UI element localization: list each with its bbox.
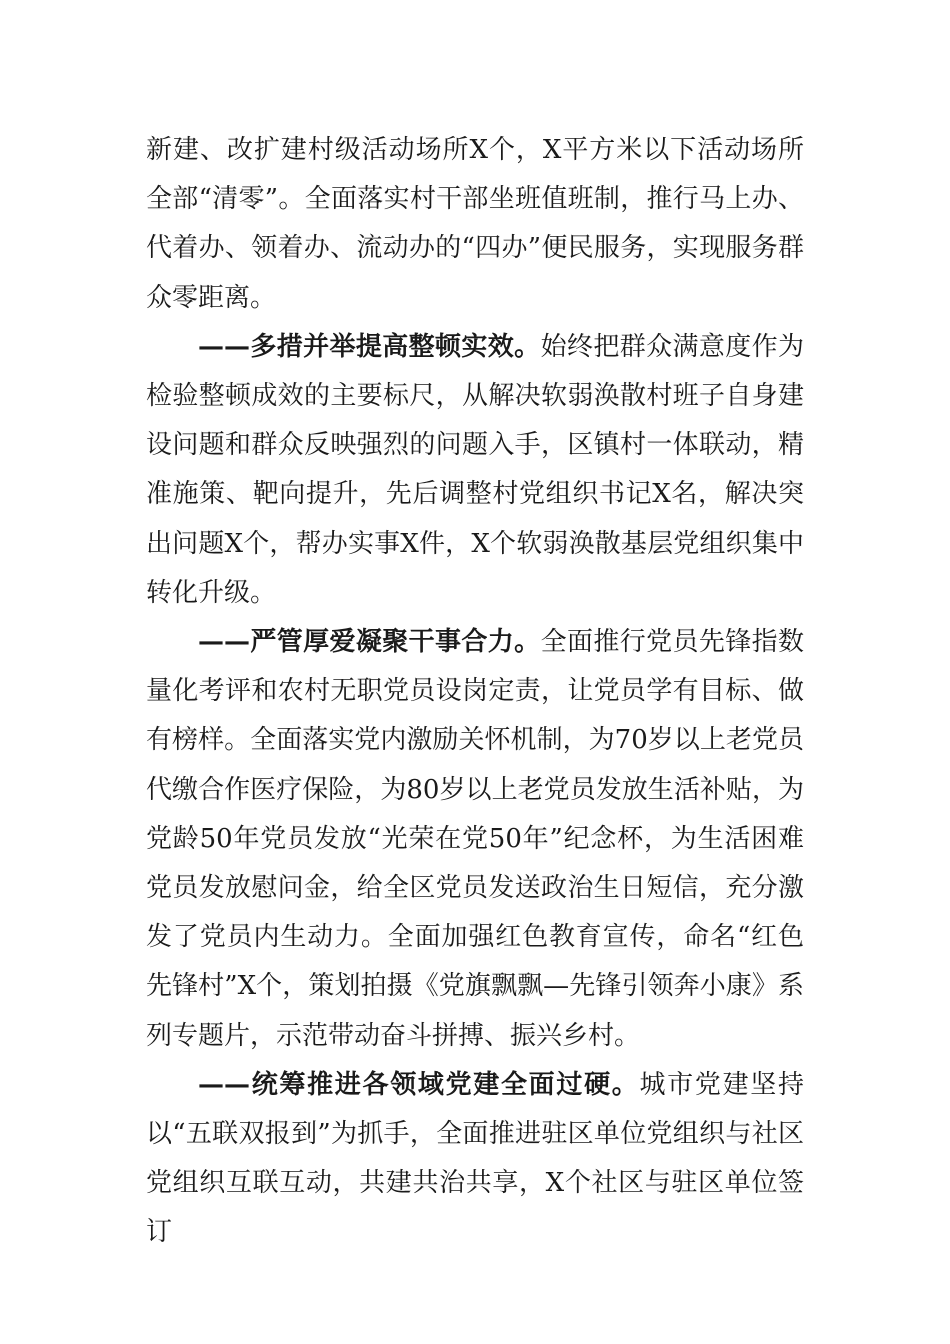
paragraph-1 [146, 126, 804, 323]
paragraph-4 [146, 1061, 804, 1258]
paragraph-3-heading: ——严管厚爱凝聚干事合力。 [198, 627, 541, 658]
paragraph-4-heading: ——统筹推进各领域党建全面过硬。 [198, 1069, 640, 1100]
paragraph-1-text: 新建、改扩建村级活动场所X个，X平方米以下活动场所全部“清零”。全面落实村干部坐班值班制，推行马上办、代着办、领着办、流动办的“四办”便民服务，实现服务群众零距离。 [146, 135, 804, 313]
paragraph-3-text: 全面推行党员先锋指数量化考评和农村无职党员设岗定责，让党员学有目标、做有榜样。全面落实党内激励关怀机制，为70岁以上老党员代缴合作医疗保险，为80岁以上老党员发放生活补贴，为党龄50年党员发放“光荣在党50年”纪念杯，为生活困难党员发放慰问金，给全区党员发送政治生日短信，充分激发了党员内生动力。全面加强红色教育宣传，命名“红色先锋村”X个，策划拍摄《党旗飘飘—先锋引领奔小康》系列专题片，示范带动奋斗拼搏、振兴乡村。 [146, 627, 804, 1051]
document-body [146, 126, 804, 1258]
paragraph-2 [146, 323, 804, 618]
paragraph-4-text: 城市党建坚持以“五联双报到”为抓手，全面推进驻区单位党组织与社区党组织互联互动，共建共治共享，X个社区与驻区单位签订 [146, 1069, 804, 1248]
paragraph-2-text: 始终把群众满意度作为检验整顿成效的主要标尺，从解决软弱涣散村班子自身建设问题和群众反映强烈的问题入手，区镇村一体联动，精准施策、靶向提升，先后调整村党组织书记X名，解决突出问题X个，帮办实事X件，X个软弱涣散基层党组织集中转化升级。 [146, 331, 804, 608]
paragraph-3 [146, 618, 804, 1061]
paragraph-2-heading: ——多措并举提高整顿实效。 [198, 331, 541, 362]
